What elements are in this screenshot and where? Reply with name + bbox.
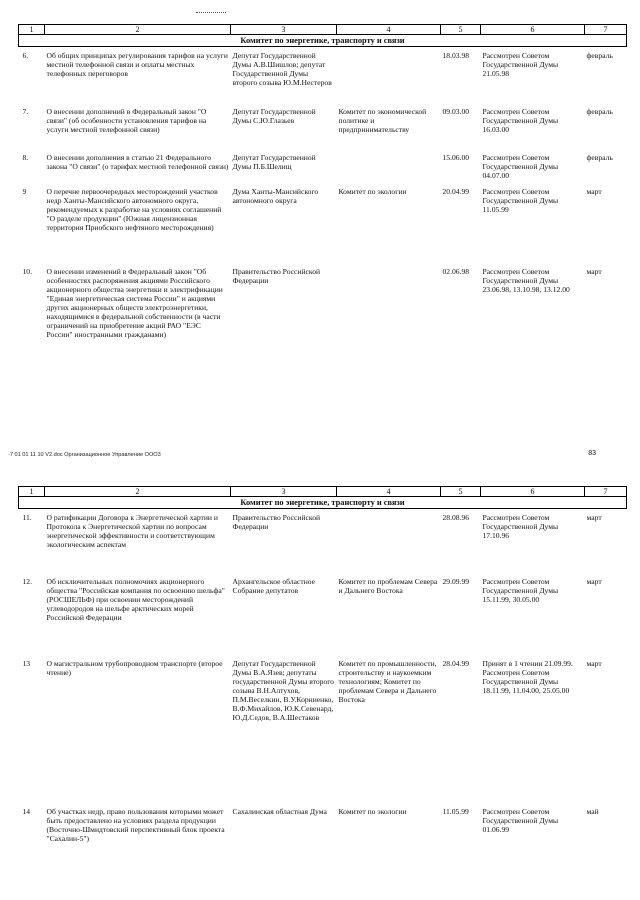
table-row xyxy=(19,149,627,183)
responsible-committee: Комитет по экологии xyxy=(338,186,407,196)
responsible-committee: Комитет по экологии xyxy=(338,806,407,816)
bill-title: Об исключительных полномочиях акционерного общества "Российская компания по освоению шельфа" (РОСШЕЛЬФ) при освоении месторождений углеводородов на шельфе арктических морей Российской Федерации xyxy=(46,576,225,622)
col-header-1: 1 xyxy=(19,487,45,497)
bill-status: Рассмотрен Советом Государственной Думы 23.06.98, 13.10.98, 13.12.00 xyxy=(482,266,570,294)
row-number: 11. xyxy=(22,513,32,522)
bill-author: Правительство Российской Федерации xyxy=(232,266,321,285)
table-row xyxy=(19,803,627,845)
planned-month: февраль xyxy=(586,51,613,60)
planned-month: февраль xyxy=(586,106,613,116)
bill-author: Дума Ханты-Мансийского автономного округа xyxy=(232,186,319,205)
bill-title: О внесении изменений в Федеральный закон "Об особенностях распоряжения акциями Российского акционерного общества энергетики и электрификации "Единая энергетическая система России" и акциями других акционерных обществ электроэнергетики, находящимися в федеральной собственности (в части ограничений на приобретение акций РАО "ЕЭС России" иностранными гражданами) xyxy=(46,266,223,339)
table-row xyxy=(19,103,627,149)
col-header-5: 5 xyxy=(441,25,481,35)
col-header-3: 3 xyxy=(231,25,337,35)
bill-author: Депутат Государственной Думы В.А.Язев; депутаты государственной Думы второго созыва В.Н.Алтухов, П.М.Веселкин, В.У.Корниенко, В.Ф.Михайлов, Ю.К.Севенард, Ю.Д.Седов, В.А.Шестаков xyxy=(232,658,334,722)
submission-date: 02.06.98 xyxy=(442,266,470,276)
page-footer: ·7 01 01 11 10 V2.doc Организационное Управление ООО3 xyxy=(8,452,161,458)
responsible-committee: Комитет по проблемам Севера и Дальнего Востока xyxy=(338,576,438,595)
bill-author: Депутат Государственной Думы А.В.Шишлов; депутат Государственной Думы второго созыва Ю.М.Нестеров xyxy=(232,51,332,87)
col-header-4: 4 xyxy=(337,487,441,497)
bill-title: Об участках недр, право пользования которыми может быть предоставлено на условиях раздела продукции (Восточно-Шмидтовский перспективный блок проекта "Сахалин-5") xyxy=(46,806,225,843)
row-number: 7. xyxy=(22,106,29,116)
planned-month: февраль xyxy=(586,152,613,162)
submission-date: 28.08.96 xyxy=(442,513,470,522)
bill-author: Депутат Государственной Думы П.Б.Шелищ xyxy=(232,152,316,171)
col-header-6: 6 xyxy=(481,487,585,497)
table-row xyxy=(19,573,627,655)
bill-status: Рассмотрен Советом Государственной Думы 16.03.00 xyxy=(482,106,559,134)
scan-mark xyxy=(196,12,226,14)
submission-date: 09.03.00 xyxy=(442,106,470,116)
responsible-committee xyxy=(337,263,441,341)
bill-status: Рассмотрен Советом Государственной Думы 01.06.99 xyxy=(482,806,559,834)
col-header-6: 6 xyxy=(481,25,585,35)
bill-author: Архангельское областное Собрание депутатов xyxy=(232,576,316,595)
bill-author: Правительство Российской Федерации xyxy=(232,513,321,531)
table-row xyxy=(19,47,627,103)
planned-month: март xyxy=(586,576,602,586)
bill-author: Депутат Государственной Думы С.Ю.Глазьев xyxy=(232,106,316,125)
col-header-2: 2 xyxy=(45,487,231,497)
col-header-7: 7 xyxy=(585,487,627,497)
bill-status: Рассмотрен Советом Государственной Думы 04.07.00 xyxy=(482,152,559,180)
bills-table-page-1 xyxy=(18,24,627,341)
submission-date: 29.09.99 xyxy=(442,576,470,586)
table-row xyxy=(19,655,627,803)
responsible-committee: Комитет по экономической политике и предпринимательству xyxy=(338,106,427,134)
row-number: 9 xyxy=(22,186,27,196)
bills-table-page-2 xyxy=(18,486,627,845)
table-row xyxy=(19,263,627,341)
column-number-row xyxy=(19,25,627,35)
table-row xyxy=(19,509,627,573)
bill-title: О внесении дополнений в Федеральный закон "О связи" (об особенности установления тарифов на услуги местной телефонной связи) xyxy=(46,106,207,134)
col-header-7: 7 xyxy=(585,25,627,35)
submission-date: 20.04.99 xyxy=(442,186,470,196)
submission-date: 15.06.00 xyxy=(442,152,470,162)
bill-title: О магистральном трубопроводном транспорте (второе чтение) xyxy=(46,658,223,677)
bill-status: Рассмотрен Советом Государственной Думы 11.05.99 xyxy=(482,186,559,214)
category-row xyxy=(19,497,627,509)
col-header-1: 1 xyxy=(19,25,45,35)
planned-month: март xyxy=(586,658,602,668)
responsible-committee: Комитет по промышленности, строительству и наукоемким технологиям; Комитет по проблемам Севера и Дальнего Востока xyxy=(338,658,437,704)
bill-status: Рассмотрен Советом Государственной Думы 17.10.96 xyxy=(482,513,559,540)
row-number: 13 xyxy=(22,658,31,668)
submission-date: 11.05.99 xyxy=(442,806,469,816)
submission-date: 18.03.98 xyxy=(442,51,470,60)
responsible-committee xyxy=(337,149,441,183)
category-row xyxy=(19,35,627,47)
page-number: 83 xyxy=(588,450,596,457)
planned-month: май xyxy=(586,806,599,816)
bill-status: Принят в 1 чтении 21.09.99. Рассмотрен Советом Государственной Думы 18.11.99, 11.04.00, 25.05.00 xyxy=(482,658,573,695)
bill-status: Рассмотрен Советом Государственной Думы 15.11.99, 30.05.00 xyxy=(482,576,559,604)
row-number: 6. xyxy=(22,51,29,60)
submission-date: 28.04.99 xyxy=(442,658,470,668)
col-header-3: 3 xyxy=(231,487,337,497)
col-header-5: 5 xyxy=(441,487,481,497)
committee-heading: Комитет по энергетике, транспорту и связи xyxy=(19,497,627,509)
responsible-committee xyxy=(337,47,441,103)
planned-month: март xyxy=(586,513,602,522)
bill-author: Сахалинская областная Дума xyxy=(232,806,327,816)
committee-heading: Комитет по энергетике, транспорту и связи xyxy=(19,35,627,47)
planned-month: март xyxy=(586,186,602,196)
col-header-2: 2 xyxy=(45,25,231,35)
col-header-4: 4 xyxy=(337,25,441,35)
bill-title: О ратификации Договора к Энергетической хартии и Протокола к Энергетической хартии по вопросам энергетической эффективности и соответствующим экологическим аспектам xyxy=(46,513,218,549)
bill-status: Рассмотрен Советом Государственной Думы 21.05.98 xyxy=(482,51,559,78)
table-row xyxy=(19,183,627,263)
row-number: 10. xyxy=(22,266,32,276)
column-number-row xyxy=(19,487,627,497)
row-number: 14 xyxy=(22,806,31,816)
row-number: 8. xyxy=(22,152,29,162)
bill-title: Об общих принципах регулирования тарифов на услуги местной телефонной связи и оплаты местных телефонных переговоров xyxy=(46,51,228,78)
responsible-committee xyxy=(337,509,441,573)
planned-month: март xyxy=(586,266,602,276)
bill-title: О перечне первоочередных месторождений участков недр Ханты-Мансийского автономного округа, рекомендуемых к разработке на условиях соглашений "О разделе продукции" (Южная лицензионная территория Приобского нефтяного месторождения) xyxy=(46,186,222,232)
bill-title: О внесении дополнения в статью 21 Федерального закона "О связи" (о тарифах местной телефонной связи) xyxy=(46,152,229,171)
row-number: 12. xyxy=(22,576,32,586)
document-page-2 xyxy=(0,468,640,900)
